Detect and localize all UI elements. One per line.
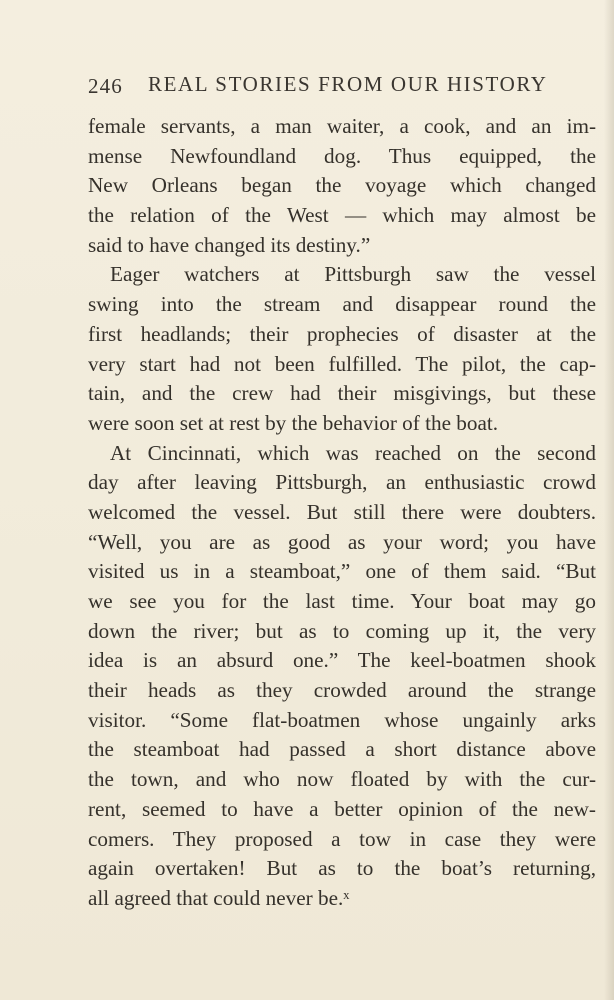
- text-line: “Well, you are as good as your word; you have: [88, 529, 596, 554]
- text-line: visitor. “Some flat-boatmen whose ungainly arks: [88, 707, 596, 732]
- text-line: welcomed the vessel. But still there were doubters.: [88, 499, 596, 524]
- text-line: down the river; but as to coming up it, the very: [88, 618, 596, 643]
- text-line: the relation of the West — which may almost be: [88, 203, 596, 228]
- text-line: comers. They proposed a tow in case they were: [88, 826, 596, 851]
- text-line: idea is an absurd one.” The keel-boatmen shook: [88, 648, 596, 673]
- text-line: mense Newfoundland dog. Thus equipped, the: [88, 143, 596, 168]
- text-line: visited us in a steamboat,” one of them said. “But: [88, 559, 596, 584]
- text-line: we see you for the last time. Your boat may go: [88, 589, 596, 613]
- text-line: first headlands; their prophecies of disaster at the: [88, 321, 596, 346]
- text-line: their heads as they crowded around the strange: [88, 678, 596, 703]
- text-line: tain, and the crew had their misgivings, but these: [88, 381, 596, 406]
- page-number: 246: [88, 74, 123, 98]
- text-line: said to have changed its destiny.”: [88, 232, 371, 257]
- text-line: rent, seemed to have a better opinion of the new-: [88, 796, 596, 821]
- text-line: the steamboat had passed a short distance above: [88, 737, 596, 762]
- text-line: very start had not been fulfilled. The pilot, the cap-: [88, 351, 596, 376]
- text-line: New Orleans began the voyage which changed: [88, 173, 596, 198]
- text-line: were soon set at rest by the behavior of the boat.: [88, 410, 499, 435]
- text-line: At Cincinnati, which was reached on the second: [110, 440, 596, 465]
- running-title: REAL STORIES FROM OUR HISTORY: [148, 72, 548, 96]
- text-line: swing into the stream and disappear round the: [88, 292, 596, 317]
- text-line: all agreed that could never be.ˣ: [88, 885, 350, 910]
- text-line: again overtaken! But as to the boat’s returning,: [88, 856, 596, 881]
- text-line: female servants, a man waiter, a cook, and an im-: [88, 114, 596, 138]
- text-line: the town, and who now floated by with the cur-: [88, 767, 596, 792]
- body-text: [88, 112, 596, 914]
- text-line: day after leaving Pittsburgh, an enthusiastic crowd: [88, 470, 596, 495]
- running-head: [88, 70, 598, 104]
- text-line: Eager watchers at Pittsburgh saw the vessel: [110, 262, 596, 287]
- page-edge-shadow: [604, 0, 614, 1000]
